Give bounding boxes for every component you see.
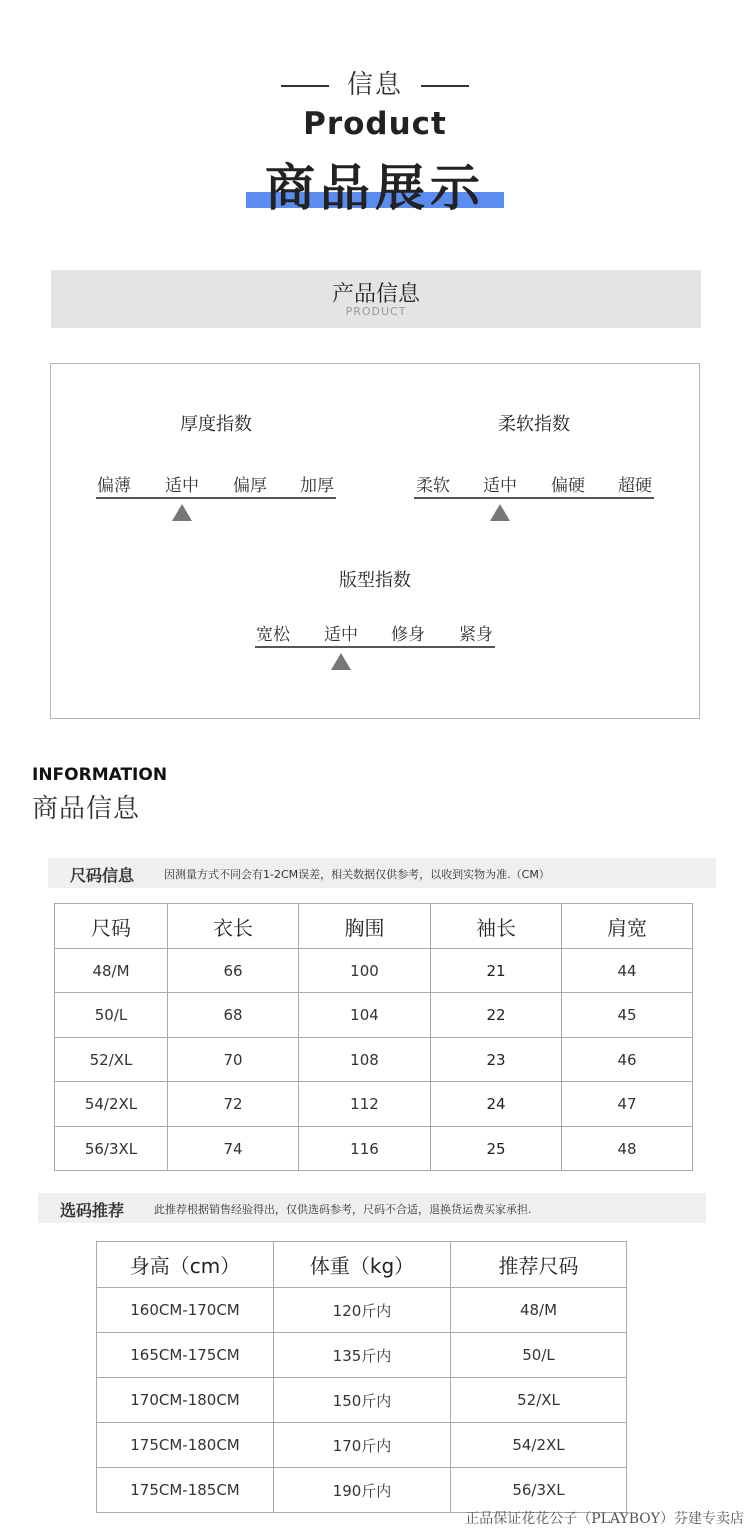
size-cell: 44 bbox=[562, 949, 693, 993]
recommend-header-cell: 体重（kg） bbox=[274, 1242, 451, 1288]
fit-marker-icon bbox=[331, 653, 351, 670]
softness-option: 偏硬 bbox=[551, 476, 585, 496]
thickness-option: 加厚 bbox=[300, 476, 334, 496]
size-info-title: 尺码信息 bbox=[70, 866, 135, 885]
size-cell: 45 bbox=[562, 993, 693, 1038]
size-table-header-row bbox=[55, 904, 693, 949]
softness-option: 柔软 bbox=[416, 476, 450, 496]
size-header-cell: 胸围 bbox=[299, 904, 431, 949]
information-heading-en: INFORMATION bbox=[32, 765, 168, 785]
size-cell: 21 bbox=[431, 949, 562, 993]
header-left-rule bbox=[281, 85, 329, 87]
thickness-index-title: 厚度指数 bbox=[180, 414, 252, 435]
softness-option: 超硬 bbox=[618, 476, 652, 496]
size-cell: 48 bbox=[562, 1127, 693, 1171]
thickness-scale-line bbox=[96, 497, 336, 499]
size-cell: 56/3XL bbox=[55, 1127, 168, 1171]
recommend-title: 选码推荐 bbox=[60, 1201, 125, 1220]
recommend-table-header-row bbox=[97, 1242, 627, 1288]
header-small-text: 信息 bbox=[346, 70, 403, 100]
recommend-header-cell: 身高（cm） bbox=[97, 1242, 274, 1288]
table-row bbox=[55, 1127, 693, 1171]
recommend-cell: 120斤内 bbox=[274, 1288, 451, 1333]
recommend-cell: 135斤内 bbox=[274, 1333, 451, 1378]
product-info-title: 产品信息 bbox=[331, 282, 420, 307]
header-right-rule bbox=[421, 85, 469, 87]
recommend-cell: 150斤内 bbox=[274, 1378, 451, 1423]
recommend-table bbox=[96, 1241, 627, 1513]
table-row bbox=[55, 1038, 693, 1082]
recommend-cell: 175CM-180CM bbox=[97, 1423, 274, 1468]
thickness-option: 偏薄 bbox=[97, 476, 131, 496]
recommend-header-cell: 推荐尺码 bbox=[451, 1242, 627, 1288]
size-cell: 24 bbox=[431, 1082, 562, 1127]
fit-option: 适中 bbox=[324, 625, 358, 645]
size-cell: 66 bbox=[168, 949, 299, 993]
size-cell: 104 bbox=[299, 993, 431, 1038]
recommend-cell: 175CM-185CM bbox=[97, 1468, 274, 1513]
softness-option: 适中 bbox=[483, 476, 517, 496]
size-cell: 72 bbox=[168, 1082, 299, 1127]
size-cell: 74 bbox=[168, 1127, 299, 1171]
recommend-cell: 54/2XL bbox=[451, 1423, 627, 1468]
size-header-cell: 尺码 bbox=[55, 904, 168, 949]
size-table bbox=[54, 903, 693, 1171]
size-cell: 22 bbox=[431, 993, 562, 1038]
header-small-title bbox=[0, 64, 750, 101]
recommend-cell: 50/L bbox=[451, 1333, 627, 1378]
header-chinese-title: 商品展示 bbox=[265, 159, 485, 217]
thickness-marker-icon bbox=[172, 504, 192, 521]
size-cell: 100 bbox=[299, 949, 431, 993]
store-footer-text: 正品保证花花公子（PLAYBOY）芬建专卖店 bbox=[465, 1511, 744, 1527]
size-cell: 25 bbox=[431, 1127, 562, 1171]
table-row bbox=[97, 1333, 627, 1378]
size-cell: 68 bbox=[168, 993, 299, 1038]
recommend-cell: 170斤内 bbox=[274, 1423, 451, 1468]
table-row bbox=[97, 1468, 627, 1513]
size-cell: 48/M bbox=[55, 949, 168, 993]
recommend-cell: 190斤内 bbox=[274, 1468, 451, 1513]
recommend-cell: 170CM-180CM bbox=[97, 1378, 274, 1423]
recommend-note: 此推荐根据销售经验得出，仅供选码参考，尺码不合适，退换货运费买家承担. bbox=[154, 1203, 532, 1216]
size-header-cell: 袖长 bbox=[431, 904, 562, 949]
softness-index-title: 柔软指数 bbox=[498, 414, 570, 435]
table-row bbox=[97, 1423, 627, 1468]
information-heading-cn: 商品信息 bbox=[32, 794, 141, 824]
fit-option: 宽松 bbox=[256, 625, 290, 645]
table-row bbox=[97, 1378, 627, 1423]
recommend-cell: 160CM-170CM bbox=[97, 1288, 274, 1333]
size-cell: 50/L bbox=[55, 993, 168, 1038]
table-row bbox=[55, 1082, 693, 1127]
recommend-cell: 165CM-175CM bbox=[97, 1333, 274, 1378]
size-header-cell: 肩宽 bbox=[562, 904, 693, 949]
size-info-note: 因测量方式不同会有1-2CM误差，相关数据仅供参考，以收到实物为准.（CM） bbox=[164, 868, 550, 881]
product-info-subtitle: PRODUCT bbox=[345, 305, 407, 318]
header-english-title: Product bbox=[303, 106, 447, 142]
fit-index-title: 版型指数 bbox=[339, 570, 411, 591]
size-cell: 23 bbox=[431, 1038, 562, 1082]
size-header-cell: 衣长 bbox=[168, 904, 299, 949]
table-row bbox=[97, 1288, 627, 1333]
fit-scale-line bbox=[255, 646, 495, 648]
recommend-cell: 48/M bbox=[451, 1288, 627, 1333]
table-row bbox=[55, 949, 693, 993]
size-cell: 70 bbox=[168, 1038, 299, 1082]
softness-scale-line bbox=[414, 497, 654, 499]
size-cell: 116 bbox=[299, 1127, 431, 1171]
size-cell: 108 bbox=[299, 1038, 431, 1082]
size-cell: 54/2XL bbox=[55, 1082, 168, 1127]
fit-option: 紧身 bbox=[459, 625, 493, 645]
size-cell: 52/XL bbox=[55, 1038, 168, 1082]
size-cell: 46 bbox=[562, 1038, 693, 1082]
thickness-option: 偏厚 bbox=[233, 476, 267, 496]
softness-marker-icon bbox=[490, 504, 510, 521]
size-cell: 47 bbox=[562, 1082, 693, 1127]
thickness-option: 适中 bbox=[165, 476, 199, 496]
size-cell: 112 bbox=[299, 1082, 431, 1127]
recommend-cell: 52/XL bbox=[451, 1378, 627, 1423]
recommend-cell: 56/3XL bbox=[451, 1468, 627, 1513]
table-row bbox=[55, 993, 693, 1038]
fit-option: 修身 bbox=[391, 625, 425, 645]
